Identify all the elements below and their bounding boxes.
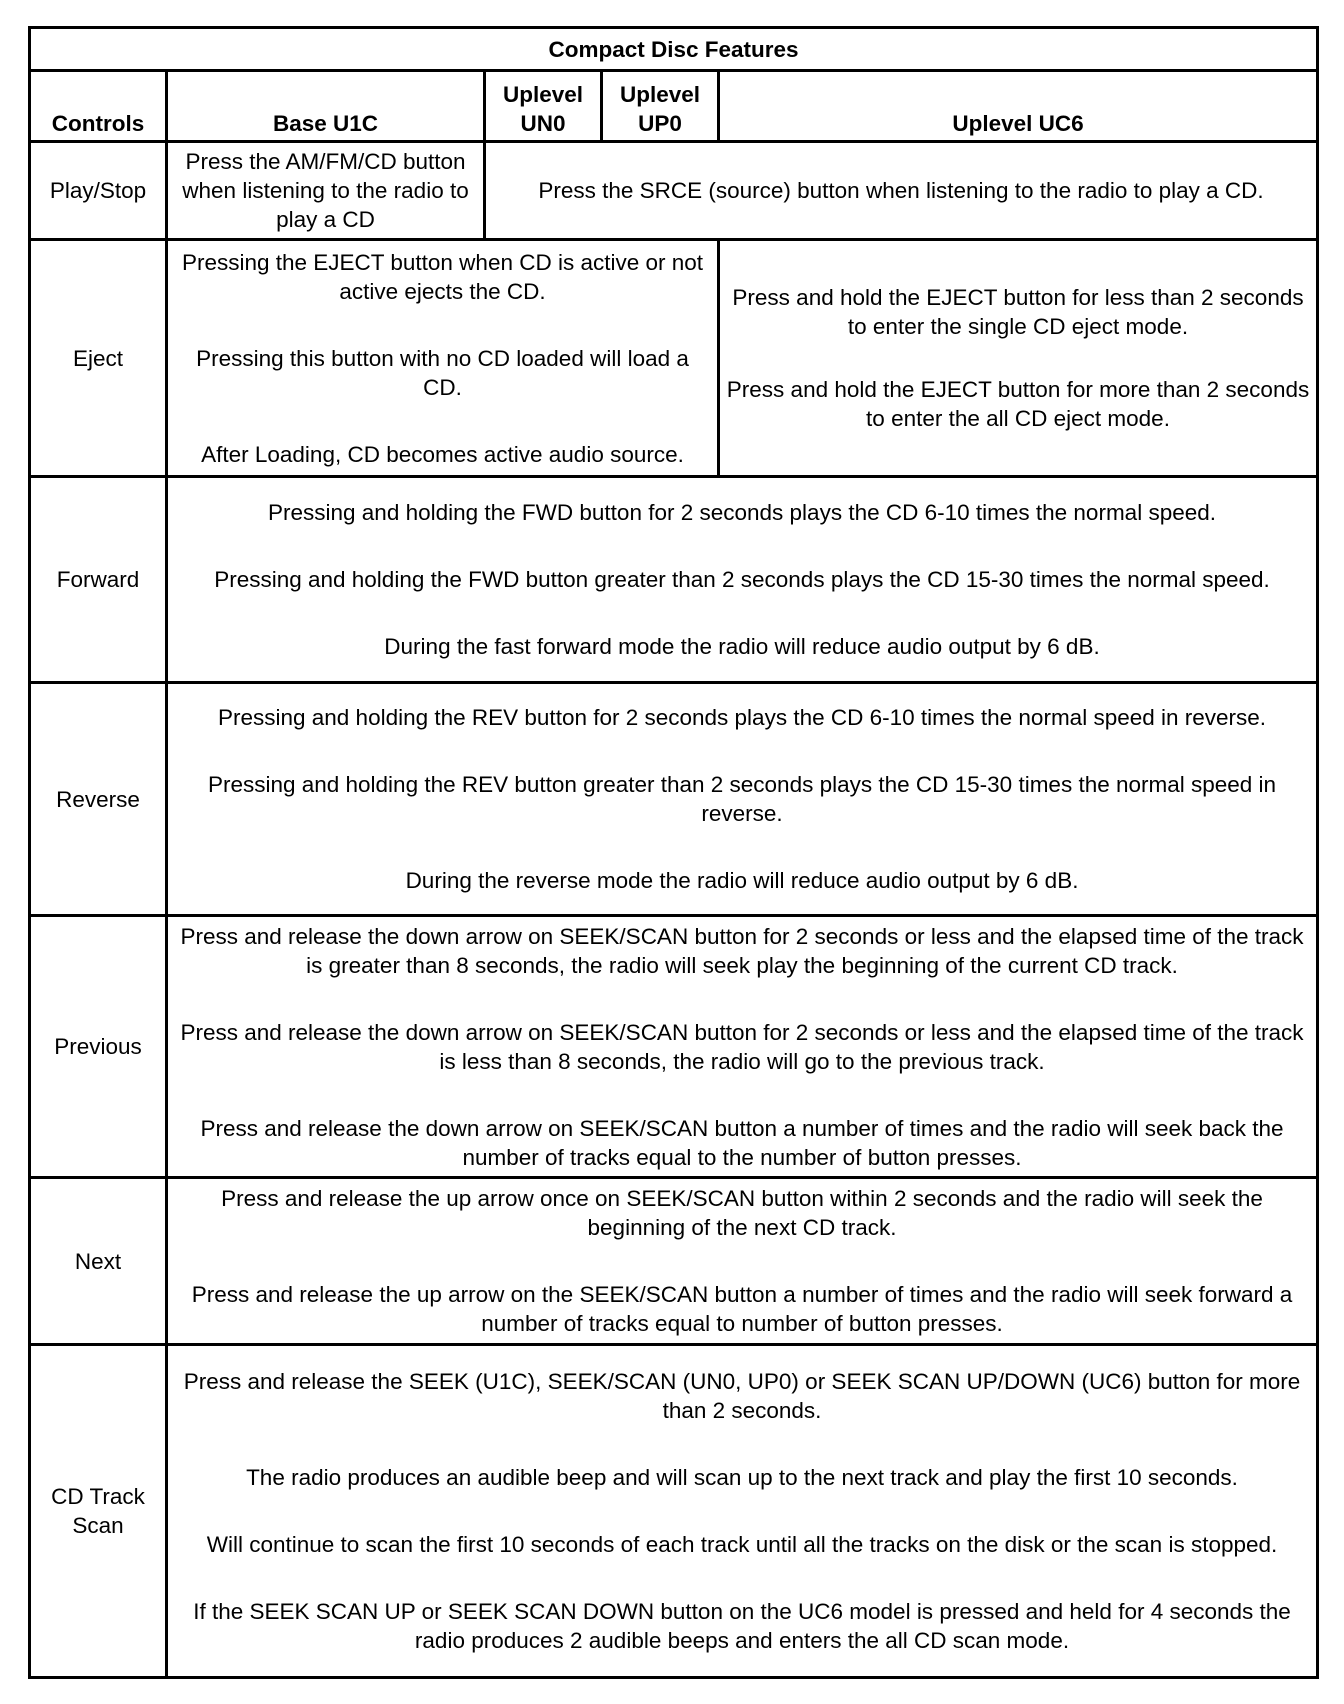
cell-base: Press the AM/FM/CD button when listening to the radio to play a CD bbox=[167, 142, 485, 240]
header-base-u1c: Base U1C bbox=[167, 71, 485, 142]
cell-uplevel: Press the SRCE (source) button when listening to the radio to play a CD. bbox=[485, 142, 1318, 240]
row-play-stop bbox=[30, 142, 1318, 240]
paragraph: Press and release the down arrow on SEEK/SCAN button for 2 seconds or less and the elapsed time of the track is less than 8 seconds, the radio will go to the previous track. bbox=[180, 1019, 1304, 1074]
cell-all-models bbox=[167, 683, 1318, 916]
paragraph: Pressing and holding the FWD button greater than 2 seconds plays the CD 15-30 times the normal speed. bbox=[214, 567, 1270, 592]
paragraph: Press and hold the EJECT button for more than 2 seconds to enter the all CD eject mode. bbox=[726, 377, 1310, 431]
paragraph: The radio produces an audible beep and will scan up to the next track and play the first 10 seconds. bbox=[246, 1465, 1238, 1490]
paragraph: Pressing and holding the REV button greater than 2 seconds plays the CD 15-30 times the normal speed in reverse. bbox=[207, 772, 1277, 826]
paragraph: Pressing this button with no CD loaded will load a CD. bbox=[196, 345, 689, 400]
row-cd-track-scan bbox=[30, 1345, 1318, 1678]
row-forward bbox=[30, 477, 1318, 683]
paragraph: Pressing the EJECT button when CD is active or not active ejects the CD. bbox=[181, 249, 704, 304]
paragraph: Press and hold the EJECT button for less than 2 seconds to enter the single CD eject mode. bbox=[732, 285, 1304, 339]
row-eject bbox=[30, 240, 1318, 477]
row-reverse bbox=[30, 683, 1318, 916]
paragraph: Will continue to scan the first 10 seconds of each track until all the tracks on the disk or the scan is stopped. bbox=[206, 1532, 1278, 1557]
paragraph: Pressing and holding the REV button for 2 seconds plays the CD 6-10 times the normal speed in reverse. bbox=[217, 705, 1267, 730]
control-label: Previous bbox=[30, 916, 167, 1178]
control-label: Eject bbox=[30, 240, 167, 477]
cell-all-models bbox=[167, 477, 1318, 683]
control-label: Forward bbox=[30, 477, 167, 683]
cell-all-models bbox=[167, 1178, 1318, 1345]
cell-all-models bbox=[167, 916, 1318, 1178]
paragraph: Pressing and holding the FWD button for 2 seconds plays the CD 6-10 times the normal speed. bbox=[268, 500, 1216, 525]
header-row bbox=[30, 71, 1318, 142]
paragraph: During the fast forward mode the radio will reduce audio output by 6 dB. bbox=[384, 634, 1100, 659]
control-label: Play/Stop bbox=[30, 142, 167, 240]
cell-all-models bbox=[167, 1345, 1318, 1678]
header-controls: Controls bbox=[30, 71, 167, 142]
paragraph: Press and release the down arrow on SEEK/SCAN button a number of times and the radio will seek back the number of tracks equal to the number of button presses. bbox=[200, 1115, 1284, 1170]
paragraph: During the reverse mode the radio will reduce audio output by 6 dB. bbox=[405, 868, 1079, 893]
cell-base-un0-up0 bbox=[167, 240, 719, 477]
paragraph: Press and release the down arrow on SEEK/SCAN button for 2 seconds or less and the elapsed time of the track is greater than 8 seconds, the radio will seek play the beginning of the current CD track. bbox=[180, 923, 1304, 978]
control-label: Reverse bbox=[30, 683, 167, 916]
cell-uc6 bbox=[719, 240, 1318, 477]
header-uplevel-up0: Uplevel UP0 bbox=[602, 71, 719, 142]
table-title: Compact Disc Features bbox=[30, 28, 1318, 71]
row-next bbox=[30, 1178, 1318, 1345]
header-uplevel-un0: Uplevel UN0 bbox=[485, 71, 602, 142]
paragraph: If the SEEK SCAN UP or SEEK SCAN DOWN button on the UC6 model is pressed and held for 4 seconds the radio produces 2 audible beeps and enters the all CD scan mode. bbox=[193, 1599, 1291, 1653]
paragraph: Press and release the up arrow on the SEEK/SCAN button a number of times and the radio will seek forward a number of tracks equal to number of button presses. bbox=[191, 1282, 1293, 1336]
header-uplevel-uc6: Uplevel UC6 bbox=[719, 71, 1318, 142]
compact-disc-features-table bbox=[28, 26, 1319, 1679]
control-label: Next bbox=[30, 1178, 167, 1345]
control-label: CD Track Scan bbox=[30, 1345, 167, 1678]
paragraph: After Loading, CD becomes active audio source. bbox=[201, 441, 684, 467]
row-previous bbox=[30, 916, 1318, 1178]
paragraph: Press and release the up arrow once on SEEK/SCAN button within 2 seconds and the radio will seek the beginning of the next CD track. bbox=[221, 1186, 1263, 1240]
paragraph: Press and release the SEEK (U1C), SEEK/SCAN (UN0, UP0) or SEEK SCAN UP/DOWN (UC6) button for more than 2 seconds. bbox=[183, 1369, 1301, 1423]
